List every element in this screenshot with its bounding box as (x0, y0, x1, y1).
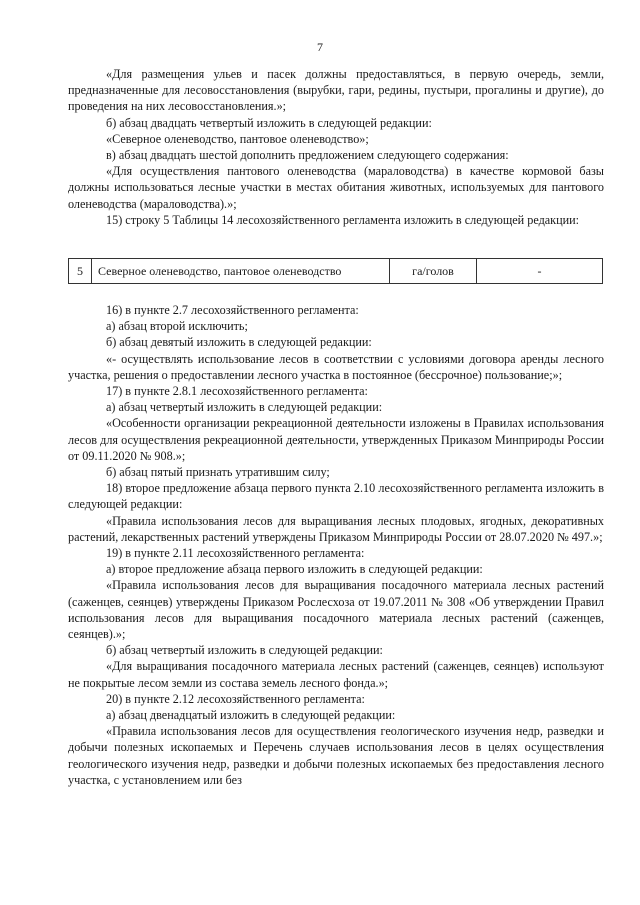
table-cell-name: Северное оленеводство, пантовое оленеводство (92, 259, 390, 284)
regulation-table (68, 258, 603, 284)
paragraph: 17) в пункте 2.8.1 лесохозяйственного регламента: (106, 384, 368, 399)
table-row (69, 259, 603, 284)
paragraph: 18) второе предложение абзаца первого пункта 2.10 лесохозяйственного регламента изложить в следующей редакции: (68, 481, 604, 512)
paragraph: «- осуществлять использование лесов в соответствии с условиями договора аренды лесного участка, решения о предоставлении лесного участка в постоянное (бессрочное) пользование;»; (68, 351, 604, 382)
paragraph: «Для выращивания посадочного материала лесных растений (саженцев, сеянцев) используют не покрытые лесом земли из состава земель лесного фонда.»; (68, 659, 604, 690)
page-number: 7 (317, 40, 323, 54)
paragraph: «Для осуществления пантового оленеводства (мараловодства) в качестве кормовой базы должны использоваться лесные участки в местах обитания животных, используемых для пантового оленеводства (мараловодства).»; (68, 164, 604, 211)
paragraph: б) абзац пятый признать утратившим силу; (106, 465, 330, 480)
paragraph: 15) строку 5 Таблицы 14 лесохозяйственного регламента изложить в следующей редакции: (106, 212, 580, 227)
text-block-top (68, 66, 604, 228)
text-block-bottom (68, 302, 604, 788)
paragraph: «Правила использования лесов для выращивания лесных плодовых, ягодных, декоративных растений, лекарственных растений утверждены Приказом Минприроды России от 28.07.2020 № 497.»; (68, 513, 604, 544)
paragraph: 16) в пункте 2.7 лесохозяйственного регламента: (106, 303, 359, 317)
paragraph: «Для размещения ульев и пасек должны предоставляться, в первую очередь, земли, предназначенные для лесовосстановления (вырубки, гари, редины, пустыри, прогалины и другие), до проведения на них лесовосстановления.»; (68, 67, 604, 114)
paragraph: 20) в пункте 2.12 лесохозяйственного регламента: (106, 691, 365, 706)
paragraph: «Северное оленеводство, пантовое оленеводство»; (106, 131, 369, 146)
paragraph: «Особенности организации рекреационной деятельности изложены в Правилах использования лесов для осуществления рекреационной деятельности, утвержденных Приказом Минприроды России от 09.11.2020 № 908.»; (68, 416, 604, 463)
paragraph: а) абзац второй исключить; (106, 319, 248, 334)
paragraph: «Правила использования лесов для выращивания посадочного материала лесных растений (саженцев, сеянцев) утверждены Приказом Рослесхоза от 19.07.2011 № 308 «Об утверждении Правил использования лесов для выращивания посадочного материала лесных растений (саженцев, сеянцев).»; (68, 578, 604, 642)
paragraph: а) абзац двенадцатый изложить в следующей редакции: (106, 708, 396, 723)
paragraph: 19) в пункте 2.11 лесохозяйственного регламента: (106, 546, 365, 561)
paragraph: б) абзац четвертый изложить в следующей редакции: (106, 643, 383, 658)
paragraph: «Правила использования лесов для осуществления геологического изучения недр, разведки и добычи полезных ископаемых и Перечень случаев использования лесов в целях осуществления геологического изучения недр, разведки и добычи полезных ископаемых без предоставления лесного участка, с установлением или без (68, 724, 604, 787)
paragraph: в) абзац двадцать шестой дополнить предложением следующего содержания: (106, 148, 509, 163)
table-cell-unit: га/голов (390, 259, 477, 284)
paragraph: б) абзац девятый изложить в следующей редакции: (106, 335, 372, 350)
table-cell-number: 5 (69, 259, 92, 284)
paragraph: а) абзац четвертый изложить в следующей редакции: (106, 400, 383, 415)
table-cell-value: - (477, 259, 603, 284)
paragraph: а) второе предложение абзаца первого изложить в следующей редакции: (106, 562, 483, 577)
paragraph: б) абзац двадцать четвертый изложить в следующей редакции: (106, 115, 432, 130)
